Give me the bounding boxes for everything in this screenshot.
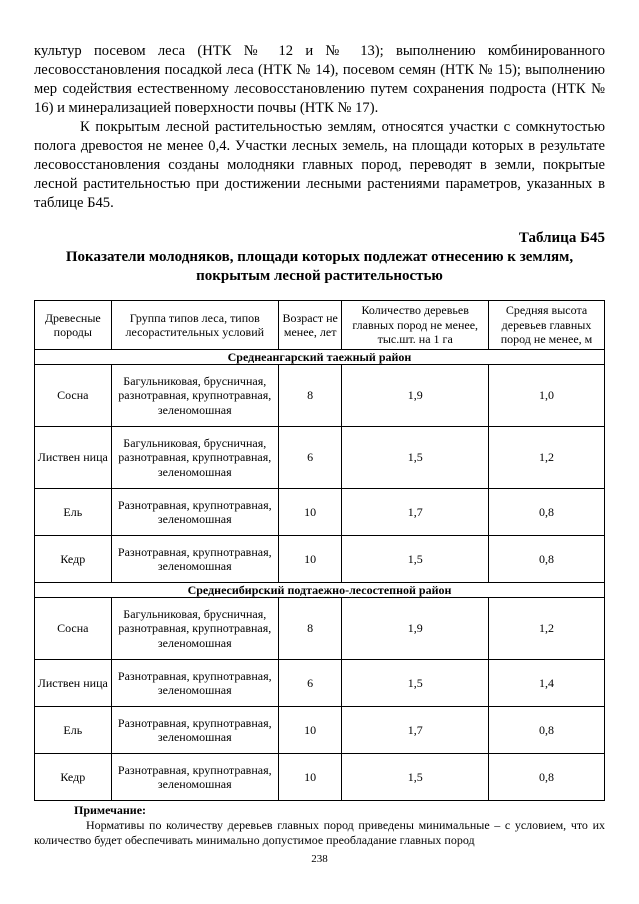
cell-age: 10 [278,489,341,536]
paragraph-2: К покрытым лесной растительностью землям, относятся участки с сомкнутостью полога древостоя не менее 0,4. Участки лесных земель, на площади которых в результате лесовосстановления созданы молодняки главных пород, переводят в земли, покрытые лесной растительностью при достижении лесными растениями параметров, указанных в таблице Б45. [34,119,605,211]
cell-forest-types: Багульниковая, брусничная, разнотравная, крупнотравная, зеленомошная [111,427,278,489]
cell-age: 10 [278,536,341,583]
document-page [34,42,605,848]
cell-height: 1,2 [489,598,605,660]
cell-height: 1,0 [489,365,605,427]
cell-count: 1,7 [342,489,489,536]
cell-age: 8 [278,365,341,427]
cell-species: Ель [35,707,112,754]
cell-forest-types: Разнотравная, крупнотравная, зеленомошная [111,754,278,801]
cell-count: 1,5 [342,660,489,707]
region-row [35,350,605,365]
cell-forest-types: Багульниковая, брусничная, разнотравная, крупнотравная, зеленомошная [111,365,278,427]
region-name: Среднесибирский подтаежно-лесостепной район [35,583,605,598]
cell-age: 8 [278,598,341,660]
region-row [35,583,605,598]
cell-count: 1,9 [342,598,489,660]
cell-count: 1,9 [342,365,489,427]
cell-height: 0,8 [489,707,605,754]
header-count: Количество деревьев главных пород не менее, тыс.шт. на 1 га [342,301,489,350]
page-number: 238 [311,853,328,865]
cell-forest-types: Разнотравная, крупнотравная, зеленомошная [111,660,278,707]
cell-count: 1,7 [342,707,489,754]
cell-age: 6 [278,427,341,489]
table-caption: Таблица Б45 [518,230,605,246]
young-stands-table [34,300,605,801]
note-text: Нормативы по количеству деревьев главных пород приведены минимальные – с условием, что их количество будет обеспечивать минимально допустимое преобладание главных пород [34,818,605,847]
table-row [35,365,605,427]
table-row [35,598,605,660]
table-row [35,489,605,536]
cell-species: Сосна [35,365,112,427]
table-row [35,660,605,707]
cell-species: Листвен ница [35,660,112,707]
table-title: Показатели молодняков, площади которых подлежат отнесению к землям, покрытым лесной растительностью [65,249,574,284]
table-row [35,707,605,754]
cell-height: 0,8 [489,754,605,801]
table-note [34,803,605,848]
header-forest-types: Группа типов леса, типов лесорастительных условий [111,301,278,350]
cell-age: 10 [278,754,341,801]
cell-forest-types: Разнотравная, крупнотравная, зеленомошная [111,489,278,536]
cell-species: Листвен ница [35,427,112,489]
table-header-row [35,301,605,350]
cell-height: 1,4 [489,660,605,707]
region-name: Среднеангарский таежный район [35,350,605,365]
cell-age: 6 [278,660,341,707]
cell-height: 0,8 [489,536,605,583]
cell-forest-types: Багульниковая, брусничная, разнотравная, крупнотравная, зеленомошная [111,598,278,660]
cell-species: Сосна [35,598,112,660]
cell-count: 1,5 [342,427,489,489]
header-species: Древесные породы [35,301,112,350]
cell-species: Кедр [35,536,112,583]
cell-count: 1,5 [342,754,489,801]
cell-height: 0,8 [489,489,605,536]
table-row [35,754,605,801]
cell-forest-types: Разнотравная, крупнотравная, зеленомошная [111,536,278,583]
cell-species: Ель [35,489,112,536]
paragraph-1: культур посевом леса (НТК № 12 и № 13); выполнению комбинированного лесовосстановления посадкой леса (НТК № 14), посевом семян (НТК № 15); выполнению мер содействия естественному лесовосстановлению путем сохранения подроста (НТК № 16) и минерализацией поверхности почвы (НТК № 17). [34,43,605,116]
cell-count: 1,5 [342,536,489,583]
header-height: Средняя высота деревьев главных пород не менее, м [489,301,605,350]
table-row [35,427,605,489]
note-heading: Примечание: [74,803,147,817]
cell-forest-types: Разнотравная, крупнотравная, зеленомошная [111,707,278,754]
cell-age: 10 [278,707,341,754]
header-age: Возраст не менее, лет [278,301,341,350]
cell-height: 1,2 [489,427,605,489]
table-row [35,536,605,583]
cell-species: Кедр [35,754,112,801]
